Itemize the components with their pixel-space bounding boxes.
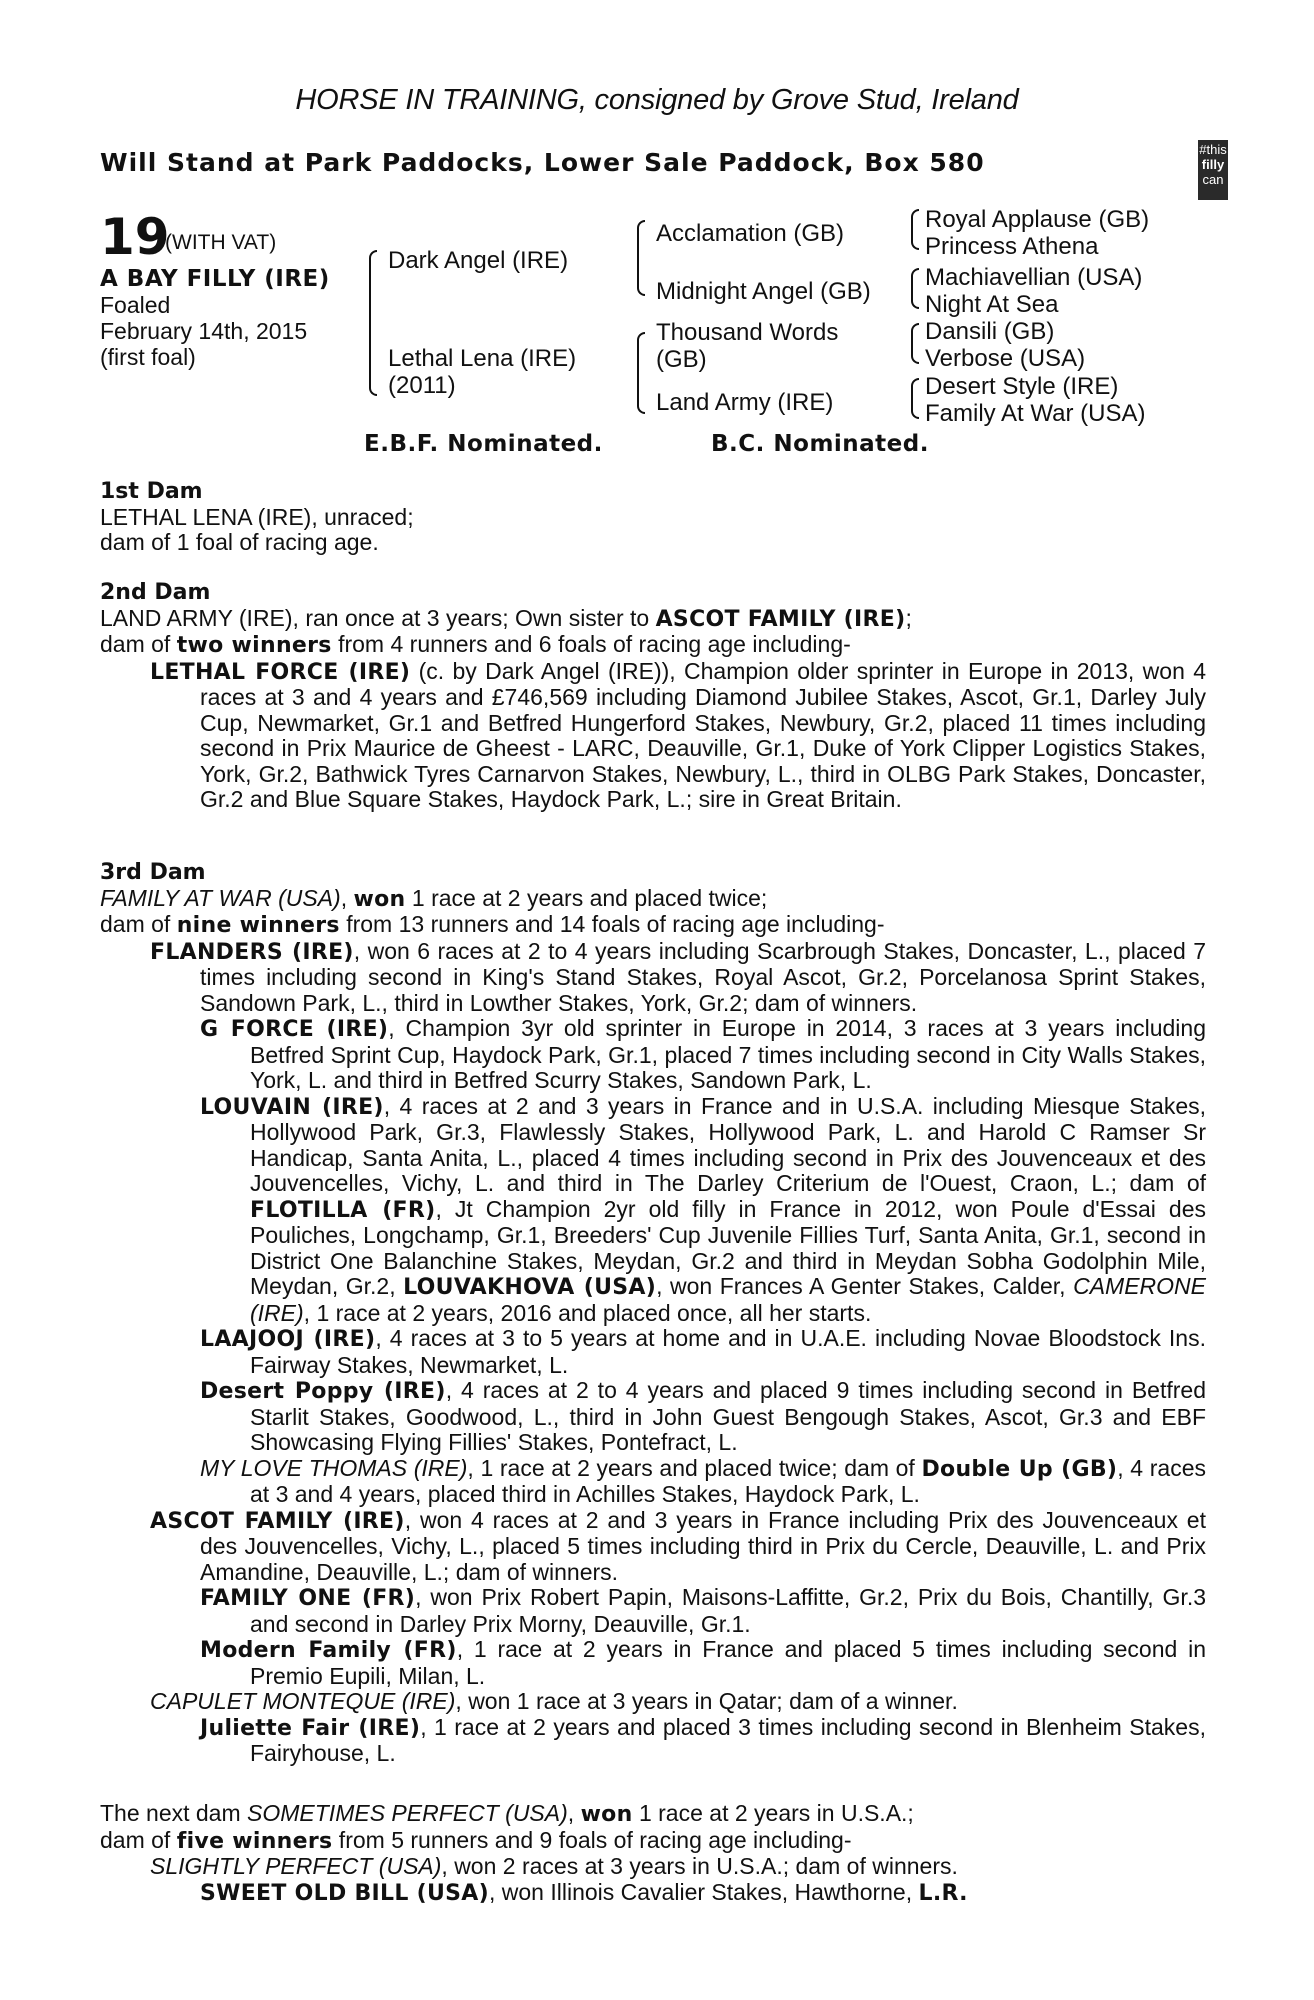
foal-note: (first foal) bbox=[100, 344, 196, 370]
winners-count: two winners bbox=[176, 633, 332, 658]
progeny-entry bbox=[100, 1880, 1206, 1907]
grandsire: Acclamation (GB) bbox=[656, 220, 845, 247]
horse-name: CAPULET MONTEQUE (IRE) bbox=[150, 1688, 456, 1714]
progeny-entry bbox=[100, 1016, 1206, 1094]
text: from 13 runners and 14 foals of racing age including- bbox=[339, 911, 885, 937]
dam-line bbox=[100, 632, 1206, 659]
text: The next dam bbox=[100, 1800, 248, 1826]
foaled-label: Foaled bbox=[100, 292, 171, 318]
progeny-record: , won 6 races at 2 to 4 years including Scarbrough Stakes, Doncaster, L., placed 7 times including second in King's Stand Stakes, Royal Ascot, Gr.2, Porcelanosa Sprint Stakes, Sandown Park, L., third in Lowther Stakes, York, Gr.2; dam of winners. bbox=[200, 937, 1206, 1016]
horse-name: LAAJOOJ (IRE) bbox=[200, 1327, 376, 1352]
dam-line bbox=[100, 886, 1206, 913]
progeny-entry bbox=[100, 1094, 1206, 1327]
progeny-entry bbox=[100, 1854, 1206, 1880]
text: from 5 runners and 9 foals of racing age including- bbox=[332, 1826, 852, 1853]
progeny-entry bbox=[100, 1689, 1206, 1715]
race-grade: L.R. bbox=[918, 1880, 968, 1906]
progeny-record: , 1 race at 2 years, 2016 and placed once, all her starts. bbox=[303, 1299, 872, 1326]
first-dam-section bbox=[100, 479, 1206, 556]
horse-name: SOMETIMES PERFECT (USA) bbox=[247, 1800, 568, 1826]
next-dam-section bbox=[100, 1801, 1206, 1906]
sire-dam: Midnight Angel (GB) bbox=[656, 278, 871, 305]
horse-name: Juliette Fair (IRE) bbox=[200, 1715, 421, 1741]
pedigree-brace bbox=[911, 209, 919, 250]
horse-name: MY LOVE THOMAS (IRE) bbox=[200, 1454, 468, 1481]
winners-count: nine winners bbox=[176, 913, 340, 938]
progeny-record: , won 2 races at 3 years in U.S.A.; dam of winners. bbox=[441, 1853, 958, 1879]
gg-sire: Desert Style (IRE) bbox=[925, 373, 1119, 400]
vat-note: (WITH VAT) bbox=[165, 231, 277, 254]
progeny-entry bbox=[100, 1715, 1206, 1767]
progeny-record: , 4 races at 2 and 3 years in France and in U.S.A. including Miesque Stakes, Hollywood Park, Gr.3, Flawlessly Stakes, Hollywood Park, L. and Harold C Ramser Sr Handicap, Santa Anita, L., placed 4 times including second in Prix des Jouvenceaux et des Jouvencelles, Vichy, L. and third in The Darley Criterium de l'Ouest, Craon, L.; dam of bbox=[250, 1092, 1206, 1196]
text: , bbox=[340, 884, 354, 911]
ebf-nominated: E.B.F. Nominated. bbox=[364, 431, 603, 457]
dam-sire-suffix: (GB) bbox=[656, 346, 707, 373]
text: LAND ARMY (IRE), ran once at 3 years; Own sister to bbox=[100, 604, 656, 631]
pedigree-brace bbox=[911, 378, 919, 419]
lot-number: 19 bbox=[100, 208, 170, 266]
pedigree-brace bbox=[637, 332, 645, 414]
dam-line bbox=[100, 606, 1206, 633]
section-heading: 2nd Dam bbox=[100, 580, 211, 605]
progeny-entry bbox=[100, 1456, 1206, 1508]
this-filly-can-logo bbox=[1198, 140, 1228, 200]
progeny-entry bbox=[100, 1585, 1206, 1637]
dam-line: LETHAL LENA (IRE), unraced; bbox=[100, 503, 414, 530]
horse-name: Modern Family (FR) bbox=[200, 1638, 457, 1663]
horse-name: A BAY FILLY (IRE) bbox=[100, 266, 330, 292]
progeny-record: , won Illinois Cavalier Stakes, Hawthorne, bbox=[488, 1878, 919, 1905]
dam: Lethal Lena (IRE) bbox=[388, 345, 577, 372]
section-heading: 3rd Dam bbox=[100, 860, 206, 885]
logo-line: filly bbox=[1201, 157, 1225, 172]
pedigree-brace bbox=[369, 250, 377, 396]
progeny-record: (c. by Dark Angel (IRE)), Champion older sprinter in Europe in 2013, won 4 races at 3 and 4 years and £746,569 including Diamond Jubilee Stakes, Ascot, Gr.1, Darley July Cup, Newmarket, Gr.1 and Betfred Hungerford Stakes, Newbury, Gr.2, placed 11 times including second in Prix Maurice de Gheest - LARC, Deauville, Gr.1, Duke of York Clipper Logistics Stakes, York, Gr.2, Bathwick Tyres Carnarvon Stakes, Newbury, L., third in OLBG Park Stakes, Doncaster, Gr.2 and Blue Square Stakes, Haydock Park, L.; sire in Great Britain. bbox=[200, 657, 1207, 812]
gg-sire: Dansili (GB) bbox=[925, 318, 1055, 345]
horse-name: Desert Poppy (IRE) bbox=[200, 1379, 446, 1404]
text: from 4 runners and 6 foals of racing age including- bbox=[331, 631, 851, 657]
bc-nominated: B.C. Nominated. bbox=[711, 431, 929, 457]
text: , bbox=[567, 1800, 581, 1826]
horse-name: LOUVAKHOVA (USA) bbox=[403, 1275, 657, 1300]
dam-line bbox=[100, 1801, 1206, 1828]
winners-count: five winners bbox=[176, 1828, 333, 1854]
text: dam of bbox=[100, 911, 177, 937]
text: dam of bbox=[100, 1826, 177, 1853]
dam-year: (2011) bbox=[388, 372, 456, 399]
sire: Dark Angel (IRE) bbox=[388, 247, 569, 274]
horse-name: FAMILY AT WAR (USA) bbox=[100, 884, 341, 911]
stand-location: Will Stand at Park Paddocks, Lower Sale Paddock, Box 580 bbox=[100, 148, 985, 177]
horse-name: FAMILY ONE (FR) bbox=[200, 1586, 416, 1611]
progeny-entry bbox=[100, 1637, 1206, 1689]
text: 1 race at 2 years and placed twice; bbox=[405, 884, 768, 911]
second-dam-section bbox=[100, 580, 1206, 813]
progeny-record: , 1 race at 2 years in France and placed 5 times including second in Premio Eupili, Milan, L. bbox=[250, 1636, 1206, 1689]
dam-line bbox=[100, 912, 1206, 939]
gg-sire: Machiavellian (USA) bbox=[925, 264, 1143, 291]
text: won bbox=[580, 1802, 633, 1827]
progeny-record: , won Prix Robert Papin, Maisons-Laffitte, Gr.2, Prix du Bois, Chantilly, Gr.3 and second in Darley Prix Morny, Deauville, Gr.1. bbox=[250, 1584, 1206, 1637]
horse-name: SWEET OLD BILL (USA) bbox=[200, 1880, 489, 1906]
logo-line: can bbox=[1202, 172, 1224, 187]
section-heading: 1st Dam bbox=[100, 479, 203, 504]
gg-dam: Princess Athena bbox=[925, 233, 1099, 260]
dam-line: dam of 1 foal of racing age. bbox=[100, 529, 379, 555]
progeny-entry bbox=[100, 939, 1206, 1017]
progeny-record: , 1 race at 2 years and placed 3 times including second in Blenheim Stakes, Fairyhouse, L. bbox=[250, 1713, 1206, 1766]
text: ; bbox=[905, 604, 912, 631]
third-dam-section bbox=[100, 860, 1206, 1767]
horse-name: G FORCE (IRE) bbox=[200, 1017, 389, 1042]
progeny-entry bbox=[100, 1378, 1206, 1456]
dam-line bbox=[100, 1828, 1206, 1855]
progeny-entry bbox=[100, 659, 1206, 813]
horse-name: LOUVAIN (IRE) bbox=[200, 1094, 384, 1120]
horse-name: ASCOT FAMILY (IRE) bbox=[150, 1508, 405, 1534]
foaled-date: February 14th, 2015 bbox=[100, 318, 308, 344]
gg-sire: Royal Applause (GB) bbox=[925, 206, 1150, 233]
pedigree-brace bbox=[637, 220, 645, 296]
horse-name: SLIGHTLY PERFECT (USA) bbox=[150, 1853, 442, 1879]
dam-sire: Thousand Words bbox=[656, 319, 839, 346]
horse-name: ASCOT FAMILY (IRE) bbox=[655, 606, 906, 632]
progeny-record: , 4 races at 3 and 4 years, placed third in Achilles Stakes, Haydock Park, L. bbox=[250, 1454, 1206, 1507]
horse-name: Double Up (GB) bbox=[921, 1456, 1118, 1482]
horse-name: FLOTILLA (FR) bbox=[250, 1197, 436, 1223]
gg-dam: Verbose (USA) bbox=[925, 345, 1086, 372]
progeny-record: , 4 races at 3 to 5 years at home and in U.A.E. including Novae Bloodstock Ins. Fairway Stakes, Newmarket, L. bbox=[250, 1325, 1206, 1378]
progeny-record: , won 1 race at 3 years in Qatar; dam of a winner. bbox=[455, 1688, 958, 1714]
gg-dam: Night At Sea bbox=[925, 291, 1059, 318]
progeny-entry bbox=[100, 1326, 1206, 1378]
progeny-entry bbox=[100, 1508, 1206, 1586]
progeny-record: , 1 race at 2 years and placed twice; dam of bbox=[467, 1454, 922, 1481]
text: won bbox=[353, 886, 406, 912]
dam-dam: Land Army (IRE) bbox=[656, 389, 834, 416]
horse-name: FLANDERS (IRE) bbox=[150, 939, 354, 965]
logo-line: #this bbox=[1199, 142, 1227, 157]
pedigree-brace bbox=[911, 323, 919, 364]
progeny-record: , Jt Champion 2yr old filly in France in 2012, won Poule d'Essai des Pouliches, Longchamp, Gr.1, Breeders' Cup Juvenile Fillies Turf, Santa Anita, Gr.1, second in District One Balanchine Stakes, Meydan, Gr.2 and third in Meydan Sobha Godolphin Mile, Meydan, Gr.2, bbox=[250, 1195, 1206, 1299]
progeny-record: , 4 races at 2 to 4 years and placed 9 times including second in Betfred Starlit Stakes, Goodwood, L., third in John Guest Bengough Stakes, Ascot, Gr.3 and EBF Showcasing Flying Fillies' Stakes, Pontefract, L. bbox=[250, 1377, 1206, 1455]
horse-name: LETHAL FORCE (IRE) bbox=[150, 659, 411, 685]
horse-name: CAMERONE (IRE) bbox=[250, 1273, 1207, 1326]
progeny-record: , won 4 races at 2 and 3 years in France including Prix des Jouvenceaux et des Jouvencelles, Vichy, L., placed 5 times including third in Prix du Cercle, Deauville, L. and Prix Amandine, Deauville, L.; dam of winners. bbox=[200, 1506, 1206, 1585]
page-title: HORSE IN TRAINING, consigned by Grove Stud, Ireland bbox=[295, 84, 1019, 116]
text: dam of bbox=[100, 631, 177, 657]
text: 1 race at 2 years in U.S.A.; bbox=[632, 1800, 914, 1826]
progeny-record: , won Frances A Genter Stakes, Calder, bbox=[656, 1273, 1074, 1299]
gg-dam: Family At War (USA) bbox=[925, 400, 1146, 427]
pedigree-brace bbox=[911, 268, 919, 309]
progeny-record: , Champion 3yr old sprinter in Europe in 2014, 3 races at 3 years including Betfred Sprint Cup, Haydock Park, Gr.1, placed 7 times including second in City Walls Stakes, York, L. and third in Betfred Scurry Stakes, Sandown Park, L. bbox=[250, 1015, 1206, 1093]
